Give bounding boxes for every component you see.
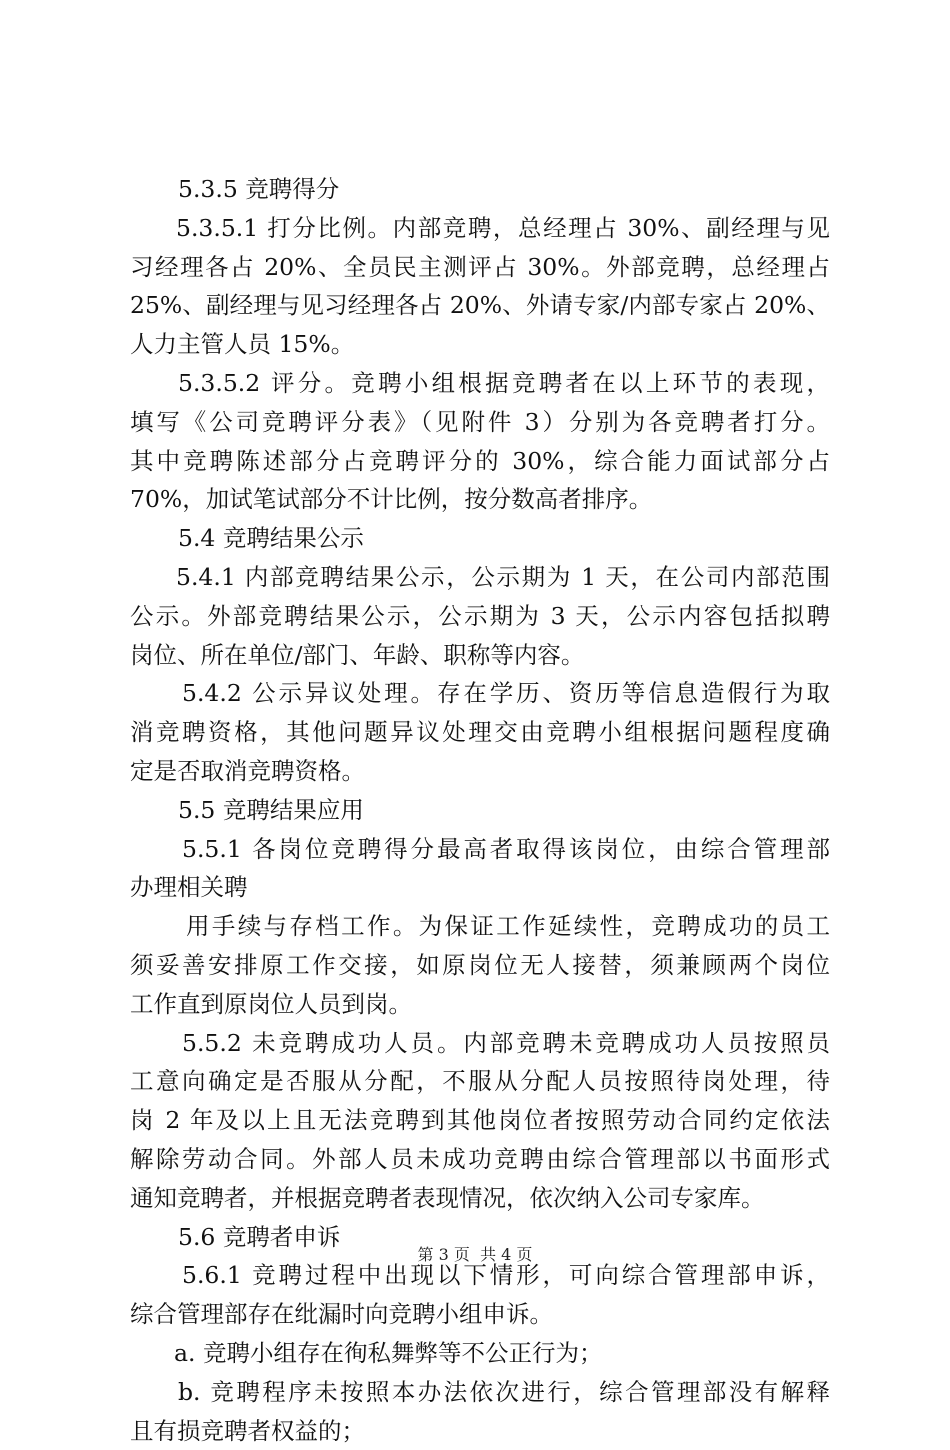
text-line: 工作直到原岗位人员到岗。 [130, 985, 830, 1024]
text-line: 5.4.1 内部竞聘结果公示，公示期为 1 天，在公司内部范围 [130, 558, 830, 597]
text-line: 其中竞聘陈述部分占竞聘评分的 30%，综合能力面试部分占 [130, 442, 830, 481]
text-line: 5.4 竞聘结果公示 [130, 519, 830, 558]
text-line: 25%、副经理与见习经理各占 20%、外请专家/内部专家占 20%、 [130, 286, 830, 325]
text-line: 且有损竞聘者权益的； [130, 1412, 830, 1450]
text-line: 5.3.5 竞聘得分 [130, 170, 830, 209]
text-line: 5.4.2 公示异议处理。存在学历、资历等信息造假行为取 [130, 674, 830, 713]
text-line: 70%，加试笔试部分不计比例，按分数高者排序。 [130, 480, 830, 519]
text-line: 通知竞聘者，并根据竞聘者表现情况，依次纳入公司专家库。 [130, 1179, 830, 1218]
text-line: 须妥善安排原工作交接，如原岗位无人接替，须兼顾两个岗位 [130, 946, 830, 985]
text-line: a. 竞聘小组存在徇私舞弊等不公正行为； [130, 1334, 830, 1373]
page-number: 第 3 页 共 4 页 [418, 1245, 533, 1264]
text-line: 习经理各占 20%、全员民主测评占 30%。外部竞聘，总经理占 [130, 248, 830, 287]
text-line: 综合管理部存在纰漏时向竞聘小组申诉。 [130, 1295, 830, 1334]
text-line: b. 竞聘程序未按照本办法依次进行，综合管理部没有解释 [130, 1373, 830, 1412]
text-line: 岗 2 年及以上且无法竞聘到其他岗位者按照劳动合同约定依法 [130, 1101, 830, 1140]
text-line: 5.5 竞聘结果应用 [130, 791, 830, 830]
text-line: 5.3.5.1 打分比例。内部竞聘，总经理占 30%、副经理与见 [130, 209, 830, 248]
text-line: 解除劳动合同。外部人员未成功竞聘由综合管理部以书面形式 [130, 1140, 830, 1179]
text-line: 工意向确定是否服从分配，不服从分配人员按照待岗处理，待 [130, 1062, 830, 1101]
text-line: 填写《公司竞聘评分表》（见附件 3）分别为各竞聘者打分。 [130, 403, 830, 442]
text-line: 5.6.1 竞聘过程中出现以下情形，可向综合管理部申诉， [130, 1256, 830, 1295]
text-line: 消竞聘资格，其他问题异议处理交由竞聘小组根据问题程度确 [130, 713, 830, 752]
text-line: 办理相关聘 [130, 868, 830, 907]
text-line: 5.5.2 未竞聘成功人员。内部竞聘未竞聘成功人员按照员 [130, 1024, 830, 1063]
text-line: 岗位、所在单位/部门、年龄、职称等内容。 [130, 636, 830, 675]
text-line: 5.5.1 各岗位竞聘得分最高者取得该岗位，由综合管理部 [130, 830, 830, 869]
text-line: 5.3.5.2 评分。竞聘小组根据竞聘者在以上环节的表现， [130, 364, 830, 403]
text-line: 用手续与存档工作。为保证工作延续性，竞聘成功的员工 [130, 907, 830, 946]
page-footer [0, 1243, 950, 1267]
text-line: 5.6 竞聘者申诉 [130, 1218, 830, 1257]
text-line: 定是否取消竞聘资格。 [130, 752, 830, 791]
text-line: 公示。外部竞聘结果公示，公示期为 3 天，公示内容包括拟聘 [130, 597, 830, 636]
text-line: 人力主管人员 15%。 [130, 325, 830, 364]
